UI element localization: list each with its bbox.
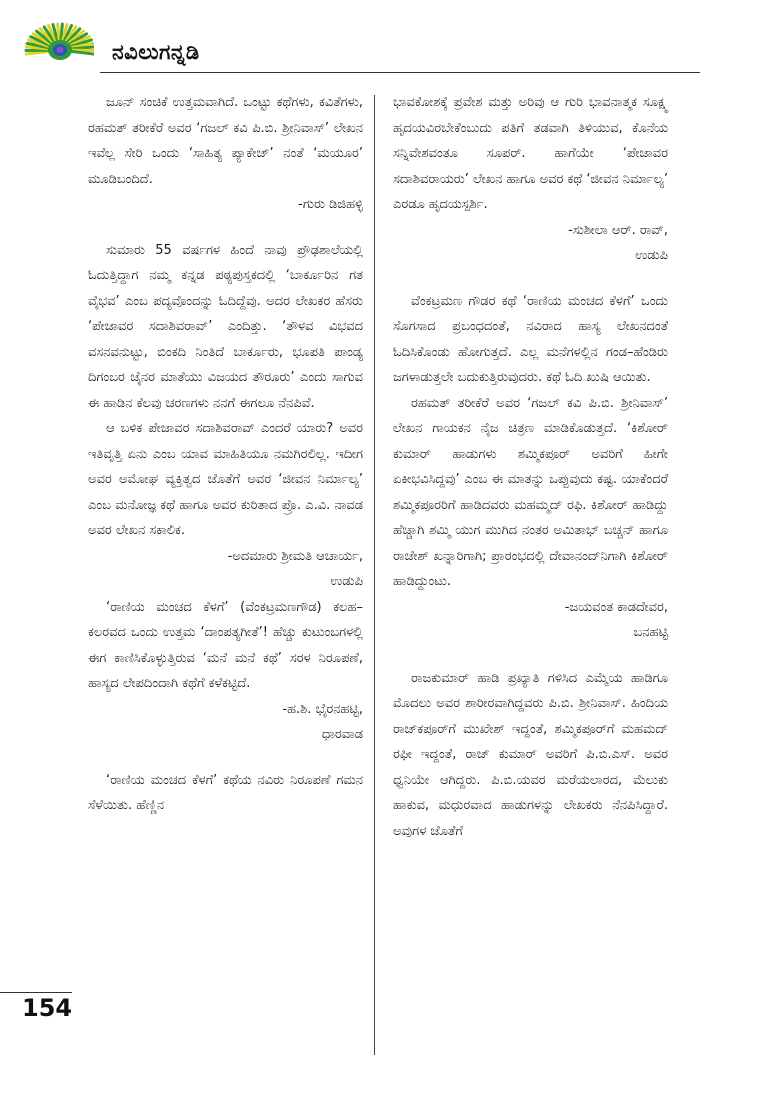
- letter-paragraph: ‘ರಾಣಿಯ ಮಂಚದ ಕೆಳಗೆ’ (ವೆಂಕಟ್ರಮಣಗೌಡ) ಕಲಹ–ಕಲರವದ ಒಂದು ಉತ್ತಮ ‘ದಾಂಪತ್ಯಗೀತೆ’! ಹೆಚ್ಚು ಕುಟುಂಬಗಳಲ್ಲಿ ಈಗ ಕಾಣಿಸಿಕೊಳ್ಳುತ್ತಿರುವ ‘ಮನೆ ಮನೆ ಕಥೆ’ ಸರಳ ನಿರೂಪಣೆ, ಹಾಸ್ಯದ ಲೇಪದಿಂದಾಗಿ ಕಥೆಗೆ ಕಳೆಕಟ್ಟಿದೆ.: [88, 599, 363, 691]
- letter-signature: ಉಡುಪಿ: [330, 574, 363, 589]
- left-column: [88, 90, 363, 819]
- peacock-feather-icon: [24, 22, 94, 76]
- letter-paragraph: ರಹಮತ್ ತರೀಕೆರೆ ಅವರ ‘ಗಜಲ್ ಕವಿ ಪಿ.ಬಿ. ಶ್ರೀನಿವಾಸ್’ ಲೇಖನ ಗಾಯಕನ ನೈಜ ಚಿತ್ರಣ ಮಾಡಿಕೊಡುತ್ತದೆ. ‘ಕಿಶೋರ್ ಕುಮಾರ್ ಹಾಡುಗಳು ಶಮ್ಮಿಕಪೂರ್ ಅವರಿಗೆ ಹೀಗೇ ಏಕೀಭವಿಸಿದ್ದವು’ ಎಂಬ ಈ ಮಾತನ್ನು ಒಪ್ಪುವುದು ಕಷ್ಟ. ಯಾಕೆಂದರೆ ಶಮ್ಮಿಕಪೂರರಿಗೆ ಹಾಡಿದವರು ಮಹಮ್ಮದ್ ರಫಿ. ಕಿಶೋರ್ ಹಾಡಿದ್ದು ಹೆಚ್ಚಾಗಿ ಶಮ್ಮಿ ಯುಗ ಮುಗಿದ ನಂತರ ಅಮಿತಾಭ್ ಬಚ್ಚನ್ ಹಾಗೂ ರಾಜೇಶ್ ಖನ್ನಾರಿಗಾಗಿ; ಪ್ರಾರಂಭದಲ್ಲಿ ದೇವಾನಂದ್‌ನಿಗಾಗಿ ಕಿಶೋರ್ ಹಾಡಿದ್ದುಂಟು.: [393, 395, 668, 589]
- letter-paragraph: ಭಾವಕೋಶಕ್ಕೆ ಪ್ರವೇಶ ಮತ್ತು ಅರಿವು ಆ ಗುರಿ ಭಾವನಾತ್ಮಕ ಸೂಕ್ಷ್ಮ ಹೃದಯವಿರಬೇಕೆಂಬುದು ಪತಿಗೆ ತಡವಾಗಿ ತಿಳಿಯುವ, ಕೊನೆಯ ಸನ್ನಿವೇಶವಂತೂ ಸೂಪರ್. ಹಾಗೆಯೇ ‘ಪೇಜಾವರ ಸದಾಶಿವರಾಯರು’ ಲೇಖನ ಹಾಗೂ ಅವರ ಕಥೆ ‘ಜೀವನ ನಿರ್ಮಾಲ್ಯ’ ಎರಡೂ ಹೃದಯಸ್ಪರ್ಶಿ.: [393, 95, 669, 212]
- right-column: [393, 90, 668, 844]
- magazine-title: ನವಿಲುಗನ್ನಡಿ: [112, 40, 200, 64]
- letter-signature: ಉಡುಪಿ: [635, 248, 668, 263]
- page-number: 154: [22, 994, 73, 1022]
- letter-signature: -ಹ.ಶಿ. ಭೈರನಹಟ್ಟಿ,: [282, 701, 363, 717]
- letter-signature: ಬನಹಟ್ಟಿ: [633, 625, 668, 640]
- letter-paragraph: ‘ರಾಣಿಯ ಮಂಚದ ಕೆಳಗೆ’ ಕಥೆಯ ನವಿರು ನಿರೂಪಣೆ ಗಮನ ಸೆಳೆಯಿತು. ಹೆಣ್ಣಿನ: [88, 772, 363, 813]
- paragraph-spacer: [393, 269, 668, 289]
- letter-paragraph: ಜೂನ್ ಸಂಚಿಕೆ ಉತ್ತಮವಾಗಿದೆ. ಒಂಟ್ಟು ಕಥೆಗಳು, ಕವಿತೆಗಳು, ರಹಮತ್ ತರೀಕೆರೆ ಅವರ ‘ಗಜಲ್ ಕವಿ ಪಿ.ಬಿ. ಶ್ರೀನಿವಾಸ್’ ಲೇಖನ ಇವೆಲ್ಲ ಸೇರಿ ಒಂದು ‘ಸಾಹಿತ್ಯ ಪ್ಯಾಕೇಜ್’ ನಂತೆ ‘ಮಯೂರ’ ಮೂಡಿಬಂದಿದೆ.: [88, 95, 363, 187]
- paragraph-spacer: [88, 218, 363, 238]
- letter-signature: -ಜಯವಂತ ಕಾಡದೇವರ,: [564, 599, 668, 615]
- letter-paragraph: ವೆಂಕಟ್ರಮಣ ಗೌಡರ ಕಥೆ ‘ರಾಣಿಯ ಮಂಚದ ಕೆಳಗೆ’ ಒಂದು ಸೊಗಸಾದ ಪ್ರಬಂಧದಂತೆ, ನವಿರಾದ ಹಾಸ್ಯ ಲೇಖನದಂತೆ ಓದಿಸಿಕೊಂಡು ಹೋಗುತ್ತದೆ. ಎಲ್ಲ ಮನೆಗಳಲ್ಲಿನ ಗಂಡ–ಹೆಂಡಿರು ಜಗಳಾಡುತ್ತಲೇ ಬದುಕುತ್ತಿರುವುದರು. ಕಥೆ ಓದಿ ಖುಷಿ ಆಯಿತು.: [393, 293, 668, 385]
- letter-signature: -ಸುಶೀಲಾ ಆರ್. ರಾವ್,: [568, 222, 668, 238]
- column-divider: [374, 95, 375, 1055]
- letter-signature: -ಅದಮಾರು ಶ್ರೀಮತಿ ಆಚಾರ್ಯ,: [227, 548, 363, 564]
- header-rule: [100, 72, 700, 73]
- letter-signature: ಧಾರವಾಡ: [321, 727, 363, 742]
- paragraph-spacer: [393, 646, 668, 666]
- letter-paragraph: ಆ ಬಳಿಕ ಪೇಜಾವರ ಸದಾಶಿವರಾವ್ ಎಂದರೆ ಯಾರು? ಅವರ ಇತಿವೃತ್ತಿ ಏನು ಎಂಬ ಯಾವ ಮಾಹಿತಿಯೂ ನಮಗಿರಲಿಲ್ಲ. ಇದೀಗ ಅವರ ಅಮೋಘ ವ್ಯಕ್ತಿತ್ವದ ಜೊತೆಗೆ ಅವರ ‘ಜೀವನ ನಿರ್ಮಾಲ್ಯ’ ಎಂಬ ಮನೋಜ್ಞ ಕಥೆ ಹಾಗೂ ಅವರ ಕುರಿತಾದ ಪ್ರೊ. ಎ.ವಿ. ನಾವಡ ಅವರ ಲೇಖನ ಸಕಾಲಿಕ.: [88, 421, 363, 538]
- paragraph-spacer: [88, 748, 363, 768]
- letter-paragraph: ಸುಮಾರು 55 ವರ್ಷಗಳ ಹಿಂದೆ ನಾವು ಪ್ರೌಢಶಾಲೆಯಲ್ಲಿ ಓದುತ್ತಿದ್ದಾಗ ನಮ್ಮ ಕನ್ನಡ ಪಠ್ಯಪುಸ್ತಕದಲ್ಲಿ ‘ಬಾರ್ಕೂರಿನ ಗತ ವೈಭವ’ ಎಂಬ ಪದ್ಯವೊಂದನ್ನು ಓದಿದ್ದೆವು. ಅದರ ಲೇಖಕರ ಹೆಸರು ‘ಪೇಜಾವರ ಸದಾಶಿವರಾವ್’ ಎಂದಿತ್ತು. ‘ತೌಳವ ವಿಭವದ ವಸನವನುಟ್ಟು, ಬಿಂಕದಿ ನಿಂತಿದೆ ಬಾರ್ಕೂರು, ಭೂಪತಿ ಪಾಂಡ್ಯ ದಿಗಂಬರ ಜೈನರ ಮಾತೆಯು ವಿಜಯದ ತೌರೂರು’ ಎಂದು ಸಾಗುವ ಈ ಹಾಡಿನ ಕೆಲವು ಚರಣಗಳು ನನಗೆ ಈಗಲೂ ನೆನಪಿವೆ.: [88, 242, 363, 411]
- letter-signature: -ಗುರು ಡಿಜಿಹಳ್ಳಿ: [298, 197, 363, 212]
- page-header: [20, 22, 680, 78]
- page-number-rule: [0, 992, 72, 993]
- letter-paragraph: ರಾಜಕುಮಾರ್ ಹಾಡಿ ಪ್ರಖ್ಯಾತಿ ಗಳಿಸಿದ ಎಮ್ಮೆಯ ಹಾಡಿಗೂ ಮೊದಲು ಅವರ ಶಾರೀರವಾಗಿದ್ದವರು ಪಿ.ಬಿ. ಶ್ರೀನಿವಾಸ್. ಹಿಂದಿಯ ರಾಜ್‌ಕಪೂರ್‌ಗೆ ಮುಖೇಶ್ ಇದ್ದಂತೆ, ಶಮ್ಮಿಕಪೂರ್‌ಗೆ ಮಹಮದ್ ರಫೀ ಇದ್ದಂತೆ, ರಾಜ್ ಕುಮಾರ್ ಅವರಿಗೆ ಪಿ.ಬಿ.ಎಸ್. ಅವರ ಧ್ವನಿಯೇ ಆಗಿದ್ದರು. ಪಿ.ಬಿ.ಯವರ ಮರೆಯಲಾರದ, ಮೆಲುಕು ಹಾಕುವ, ಮಧುರವಾದ ಹಾಡುಗಳನ್ನು ಲೇಖಕರು ನೆನಪಿಸಿದ್ದಾರೆ. ಅವುಗಳ ಜೊತೆಗೆ: [393, 670, 668, 839]
